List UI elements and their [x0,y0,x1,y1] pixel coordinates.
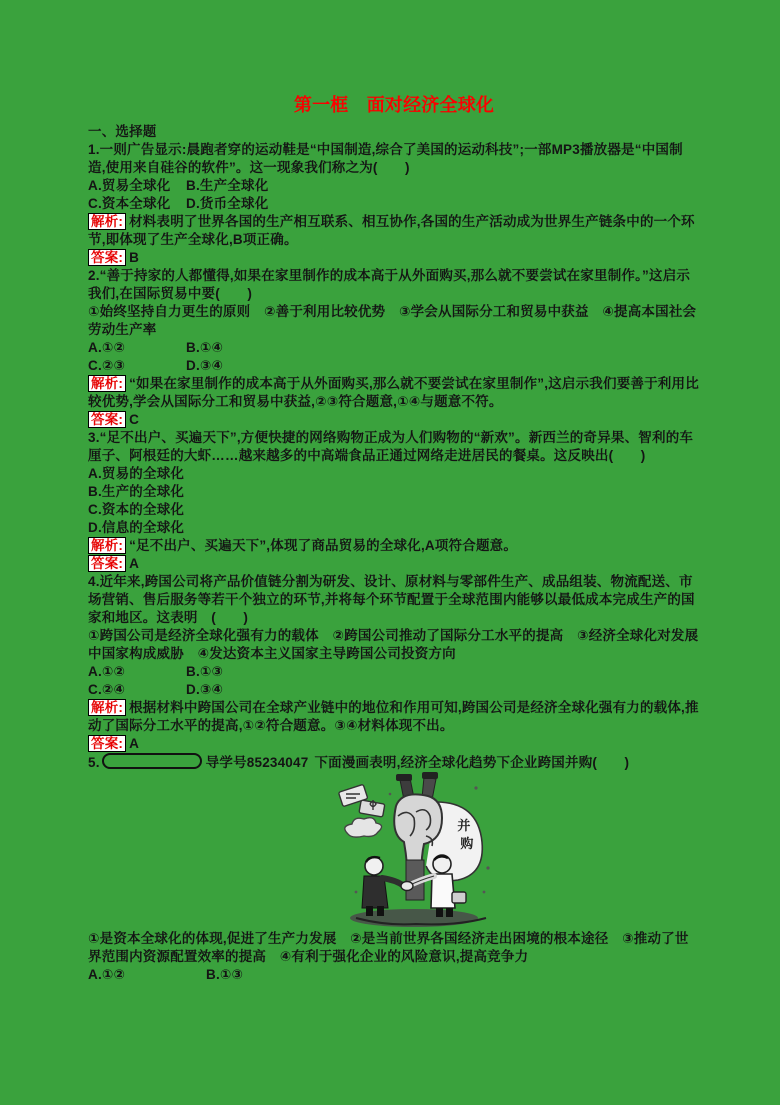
option-a: A.①② [88,340,126,355]
answer-label: 答案: [88,411,126,428]
question-4-stem: 4.近年来,跨国公司将产品价值链分割为研发、设计、原材料与零部件生产、成品组装、物流配送、市场营销、售后服务等若干个独立的环节,并将每个环节配置于全球范围内能够以最低成本完成生产的国家和地区。这表明 ( ) [88,574,695,625]
question-5-options-row-1 [88,966,700,984]
question-1-options-row-2 [88,195,700,213]
question-1-answer [88,249,700,267]
page-title: 第一框 面对经济全球化 [293,95,495,115]
question-5-stem: 下面漫画表明,经济全球化趋势下企业跨国并购( ) [314,755,630,770]
question-2-options-row-2 [88,357,700,375]
question-4-analysis [88,699,700,735]
cartoon-handshake [401,882,413,891]
option-b: B.①④ [186,340,224,355]
question-3-analysis [88,537,700,555]
question-3-option-b: B.生产的全球化 [88,484,185,499]
answer-value: B [129,250,140,265]
analysis-label: 解析: [88,375,126,392]
question-5-tag: 导学号85234047 [205,755,309,770]
answer-label: 答案: [88,249,126,266]
option-b: B.①③ [206,967,244,982]
analysis-text: 材料表明了世界各国的生产相互联系、相互协作,各国的生产活动成为世界生产链条中的一个环节,即体现了生产全球化,B项正确。 [88,214,695,247]
analysis-text: 根据材料中跨国公司在全球产业链中的地位和作用可知,跨国公司是经济全球化强有力的载体,推动了国际分工水平的提高,①②符合题意。③④材料体现不出。 [88,700,699,733]
question-4-answer [88,735,700,753]
option-d: D.货币全球化 [186,196,269,211]
analysis-label: 解析: [88,537,126,554]
question-1-stem: 1.一则广告显示:晨跑者穿的运动鞋是“中国制造,综合了美国的运动科技”;一部MP3播放器是“中国制造,使用来自硅谷的软件”。这一现象我们称之为( ) [88,142,683,175]
option-a: A.贸易全球化 [88,178,171,193]
question-4-options-row-1 [88,663,700,681]
question-3-stem: 3.“足不出户、买遍天下”,方便快捷的网络购物正成为人们购物的“新欢”。新西兰的奇异果、智利的车厘子、阿根廷的大虾……越来越多的中高端食品正通过网络走进居民的餐桌。这反映出( ) [88,430,694,463]
analysis-label: 解析: [88,699,126,716]
question-4-items: ①跨国公司是经济全球化强有力的载体 ②跨国公司推动了国际分工水平的提高 ③经济全球化对发展中国家构成威胁 ④发达资本主义国家主导跨国公司投资方向 [88,628,699,661]
question-2-answer [88,411,700,429]
option-d: D.③④ [186,358,224,373]
option-a: A.①② [88,664,126,679]
blank-pill [102,753,202,769]
cartoon-businessman-left [362,857,404,916]
question-1-options-row-1 [88,177,700,195]
question-4-options-row-2 [88,681,700,699]
section-heading: 一、选择题 [88,124,157,139]
cartoon-banknotes [338,784,384,817]
question-3-option-a: A.贸易的全球化 [88,466,185,481]
option-b: B.①③ [186,664,224,679]
worksheet-page [88,94,700,984]
analysis-text: “如果在家里制作的成本高于从外面购买,那么就不要尝试在家里制作”,这启示我们要善于利用比较优势,学会从国际分工和贸易中获益,②③符合题意,①④与题意不符。 [88,376,699,409]
answer-label: 答案: [88,555,126,572]
cartoon-merger-illustration [326,772,502,930]
option-c: C.②③ [88,358,126,373]
merger-label-bottom: 购 [460,836,474,851]
option-c: C.②④ [88,682,126,697]
question-1-analysis [88,213,700,249]
question-3-answer [88,555,700,573]
question-2-options-row-1 [88,339,700,357]
question-5-items: ①是资本全球化的体现,促进了生产力发展 ②是当前世界各国经济走出困境的根本途径 ③推动了世界范围内资源配置效率的提高 ④有利于强化企业的风险意识,提高竞争力 [88,931,689,964]
merger-label-top: 并 [457,818,471,833]
answer-value: A [129,736,140,751]
question-3-option-c: C.资本的全球化 [88,502,185,517]
cartoon-dust-puff [345,818,382,837]
question-2-items: ①始终坚持自力更生的原则 ②善于利用比较优势 ③学会从国际分工和贸易中获益 ④提高本国社会劳动生产率 [88,304,697,337]
answer-value: C [129,412,140,427]
option-d: D.③④ [186,682,224,697]
question-3-option-d: D.信息的全球化 [88,520,185,535]
question-5-number: 5. [88,755,100,770]
answer-value: A [129,556,140,571]
option-b: B.生产全球化 [186,178,269,193]
analysis-text: “足不出户、买遍天下”,体现了商品贸易的全球化,A项符合题意。 [129,538,518,553]
option-a: A.①② [88,967,126,982]
question-2-analysis [88,375,700,411]
analysis-label: 解析: [88,213,126,230]
question-5-stem-row [88,753,700,772]
question-2-stem: 2.“善于持家的人都懂得,如果在家里制作的成本高于从外面购买,那么就不要尝试在家里制作。”这启示我们,在国际贸易中要( ) [88,268,691,301]
option-c: C.资本全球化 [88,196,171,211]
answer-label: 答案: [88,735,126,752]
